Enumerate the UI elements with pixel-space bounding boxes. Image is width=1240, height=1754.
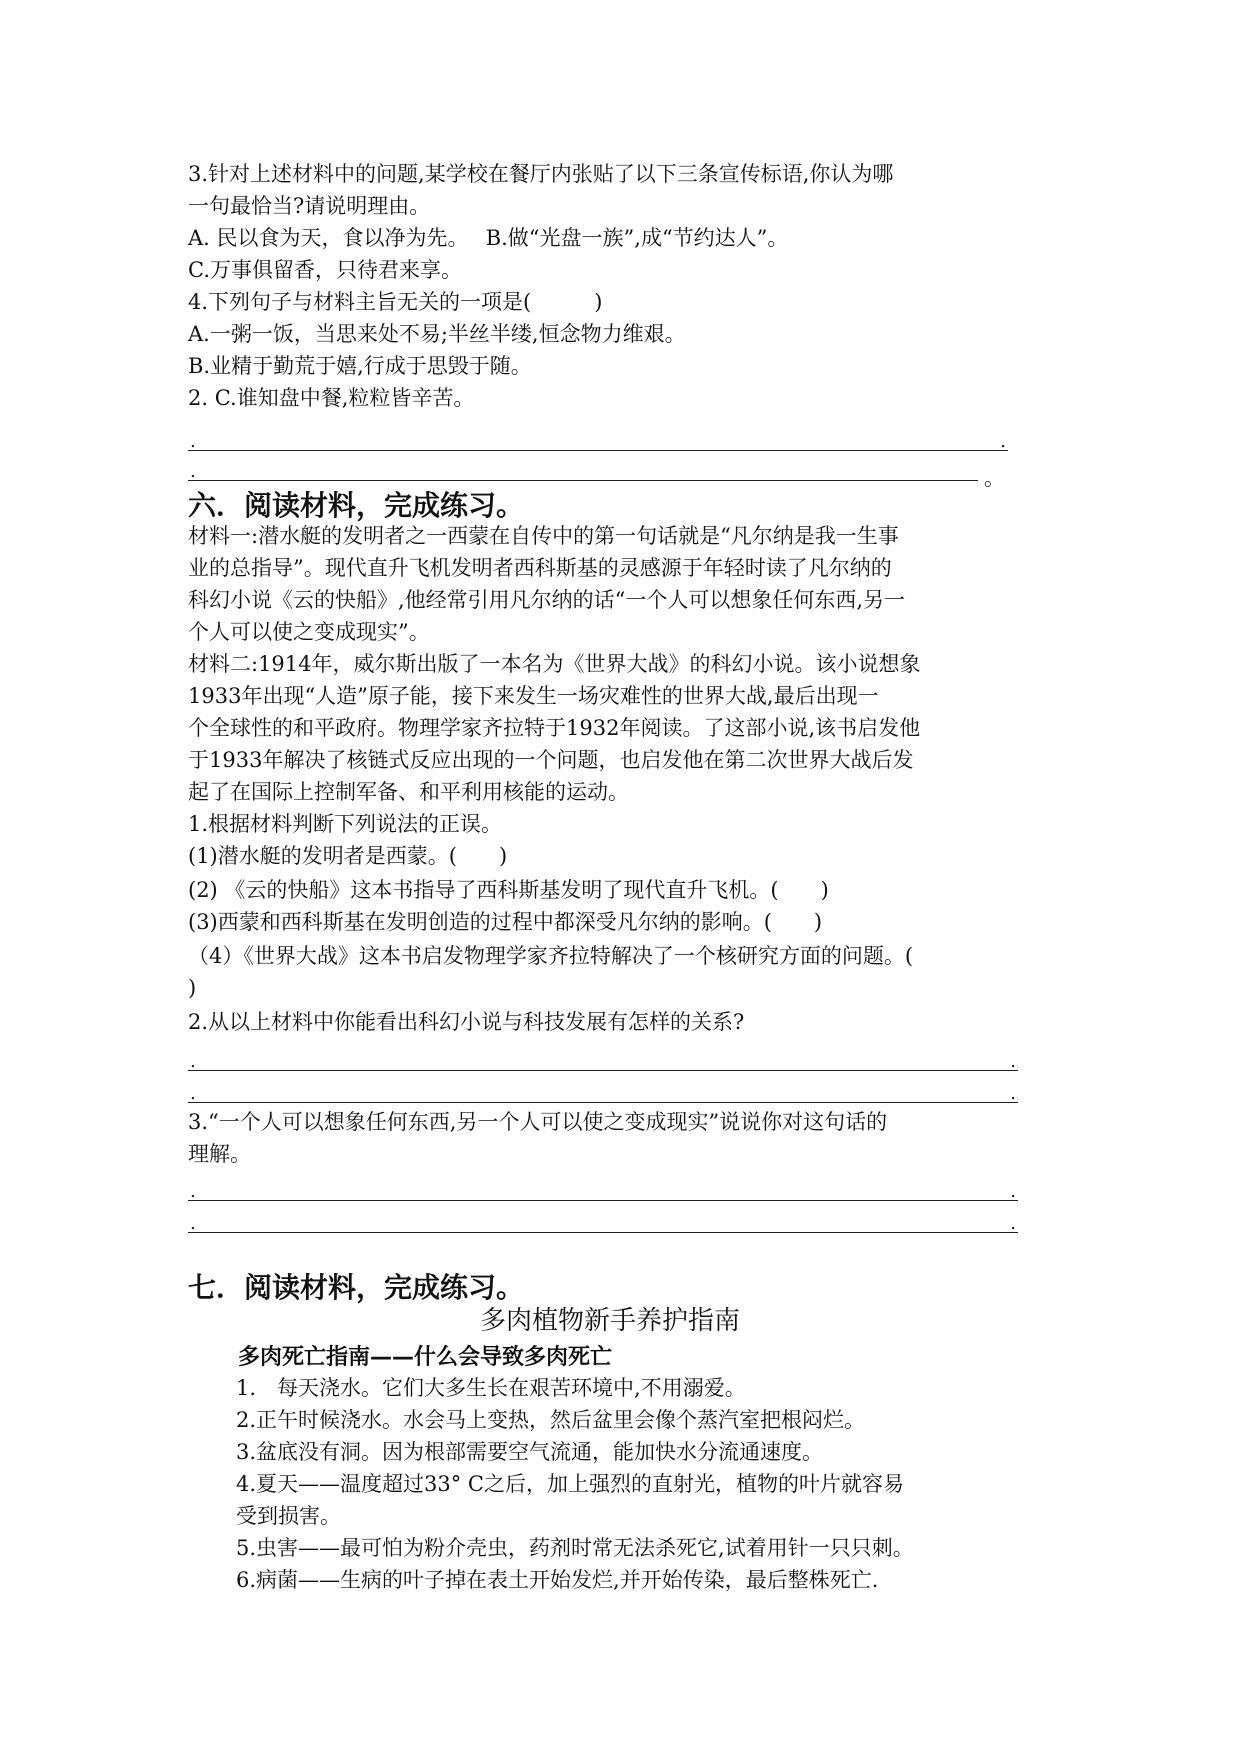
answer-line[interactable]: . .: [188, 1076, 1018, 1103]
s6-material2-line2: 1933年出现“人造”原子能，接下来发生一场灾难性的世界大战,最后出现一: [188, 684, 879, 708]
s6-q1-item4: （4）《世界大战》这本书启发物理学家齐拉特解决了一个核研究方面的问题。(: [188, 944, 914, 968]
s6-q3-line1: 3.“一个人可以想象任何东西,另一个人可以使之变成现实”说说你对这句话的: [188, 1110, 888, 1134]
s7-item4-line1: 4.夏天——温度超过33° C之后，加上强烈的直射光，植物的叶片就容易: [236, 1472, 904, 1496]
s6-material1-line3: 科幻小说《云的快船》,他经常引用凡尔纳的话“一个人可以想象任何东西,另一: [188, 588, 906, 612]
answer-line[interactable]: . .: [188, 424, 1008, 451]
s6-q1-item4-close: ): [188, 976, 197, 1000]
s6-q3-line2: 理解。: [188, 1142, 251, 1166]
line-end-mark: 。: [984, 466, 1005, 490]
s5-q4-option-c: 2. C.谁知盘中餐,粒粒皆辛苦。: [188, 386, 475, 410]
s6-q1-item1: (1)潜水艇的发明者是西蒙。( ): [188, 844, 508, 868]
section7-title: 多肉植物新手养护指南: [480, 1306, 741, 1336]
s5-q3-line2: 一句最恰当?请说明理由。: [188, 194, 431, 218]
s6-q1-item2: (2) 《云的快船》这本书指导了西科斯基发明了现代直升飞机。( ): [188, 878, 829, 902]
s6-q1: 1.根据材料判断下列说法的正误。: [188, 812, 503, 836]
s6-q2: 2.从以上材料中你能看出科幻小说与科技发展有怎样的关系?: [188, 1010, 745, 1034]
s6-material1-line2: 业的总指导”。现代直升飞机发明者西科斯基的灵感源于年轻时读了凡尔纳的: [188, 556, 892, 580]
s5-q4-option-a: A.一粥一饭，当思来处不易;半丝半缕,恒念物力维艰。: [188, 322, 686, 346]
s6-material2-line5: 起了在国际上控制军备、和平利用核能的运动。: [188, 780, 629, 804]
s5-q3-option-ab: A. 民以食为天，食以净为先。 B.做“光盘一族”,成“节约达人”。: [188, 226, 789, 250]
answer-line[interactable]: .: [188, 454, 978, 481]
s6-material2-line3: 个全球性的和平政府。物理学家齐拉特于1932年阅读。了这部小说,该书启发他: [188, 716, 921, 740]
s5-q4-option-b: B.业精于勤荒于嬉,行成于思毁于随。: [188, 354, 532, 378]
s7-item4-line2: 受到损害。: [236, 1504, 341, 1528]
s6-q1-item3: (3)西蒙和西科斯基在发明创造的过程中都深受凡尔纳的影响。( ): [188, 910, 823, 934]
section7-heading: 七．阅读材料，完成练习。: [188, 1271, 525, 1304]
s7-item3: 3.盆底没有洞。因为根部需要空气流通，能加快水分流通速度。: [236, 1440, 824, 1464]
s5-q4: 4.下列句子与材料主旨无关的一项是( ): [188, 290, 603, 314]
s6-material1-line4: 个人可以使之变成现实”。: [188, 620, 430, 644]
s7-item2: 2.正午时候浇水。水会马上变热，然后盆里会像个蒸汽室把根闷烂。: [236, 1408, 866, 1432]
section6-heading: 六．阅读材料，完成练习。: [188, 489, 525, 522]
s7-item6: 6.病菌——生病的叶子掉在表土开始发烂,并开始传染，最后整株死亡.: [236, 1568, 879, 1592]
s7-item5: 5.虫害——最可怕为粉介壳虫，药剂时常无法杀死它,试着用针一只只刺。: [236, 1536, 914, 1560]
s7-item1: 1. 每天浇水。它们大多生长在艰苦环境中,不用溺爱。: [236, 1376, 746, 1400]
s6-material2-line1: 材料二:1914年，威尔斯出版了一本名为《世界大战》的科幻小说。该小说想象: [188, 652, 921, 676]
section7-subtitle: 多肉死亡指南——什么会导致多肉死亡: [238, 1345, 613, 1370]
answer-line[interactable]: . .: [188, 1044, 1018, 1071]
s5-q3-option-c: C.万事俱留香，只待君来享。: [188, 258, 462, 282]
answer-line[interactable]: . .: [188, 1174, 1018, 1201]
s6-material2-line4: 于1933年解决了核链式反应出现的一个问题，也启发他在第二次世界大战后发: [188, 748, 914, 772]
s6-material1-line1: 材料一:潜水艇的发明者之一西蒙在自传中的第一句话就是“凡尔纳是我一生事: [188, 524, 899, 548]
answer-line[interactable]: . .: [188, 1206, 1018, 1233]
s5-q3-line1: 3.针对上述材料中的问题,某学校在餐厅内张贴了以下三条宣传标语,你认为哪: [188, 162, 894, 186]
